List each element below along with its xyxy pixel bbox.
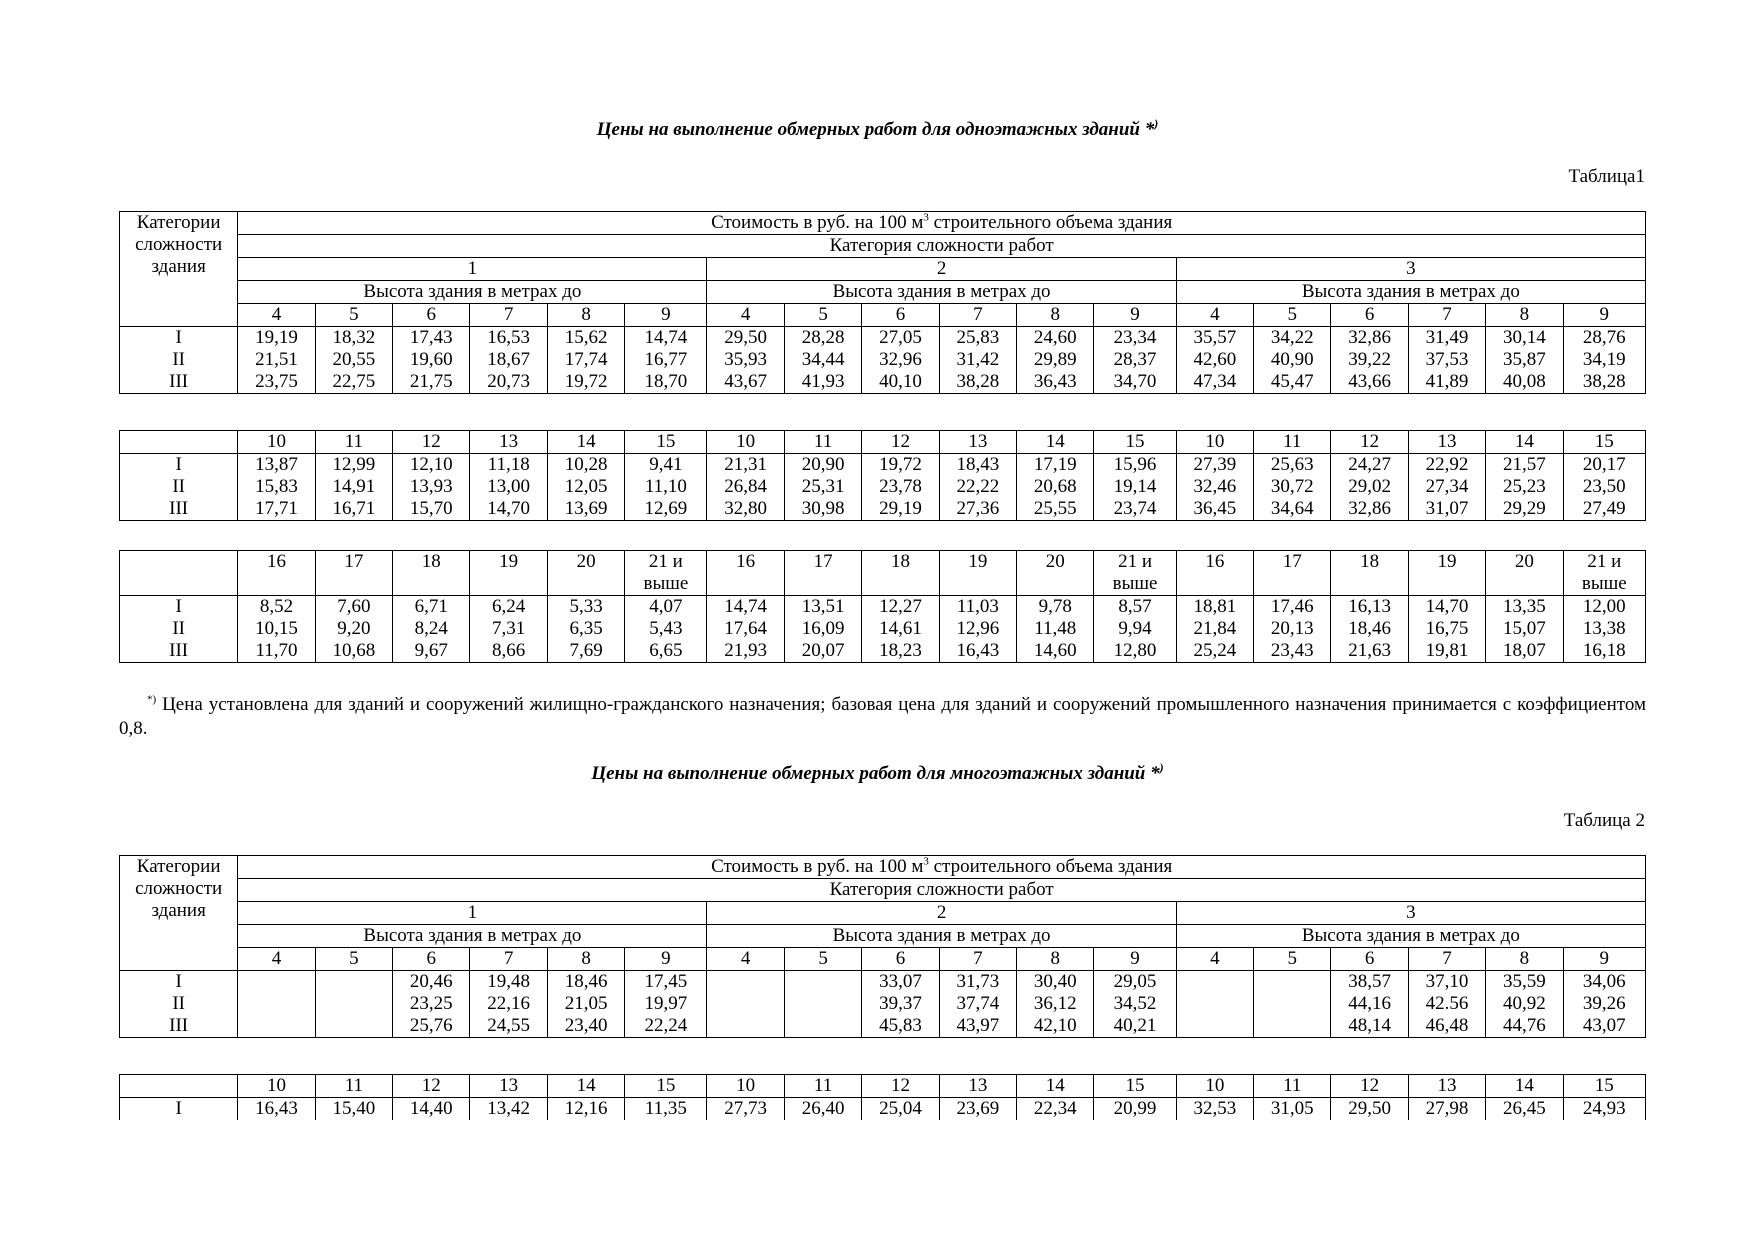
t1b2-value-col: 10,28 12,05 13,69: [547, 454, 624, 521]
t1-cost-header: Стоимость в руб. на 100 $м^3$ строительного объема здания: [238, 212, 1646, 235]
t1b1-value-col: 16,53 18,67 20,73: [470, 327, 547, 394]
t1b1-height-0: 4: [238, 304, 315, 327]
t2b1-height-14: 6: [1331, 948, 1408, 971]
t2b1-height-6: 4: [707, 948, 784, 971]
t1b1-value-col: 18,32 20,55 22,75: [315, 327, 392, 394]
t1b3-empty-cell: [120, 551, 238, 596]
t2b2-value: 25,04: [862, 1098, 939, 1121]
t2b2-height-14: 12: [1331, 1075, 1408, 1098]
t1b2-value-col: 11,18 13,00 14,70: [470, 454, 547, 521]
t2b2-height-1: 11: [315, 1075, 392, 1098]
t1b1-height-9: 7: [939, 304, 1016, 327]
t2b1-height-16: 8: [1486, 948, 1563, 971]
t1b1-value-col: 32,86 39,22 43,66: [1331, 327, 1408, 394]
t1b2-height-7: 11: [784, 431, 861, 454]
t1b3-height-0: 16: [238, 551, 315, 596]
t1b1-value-col: 34,22 40,90 45,47: [1254, 327, 1331, 394]
t1b1-row-labels: I II III: [120, 327, 238, 394]
t2b1-value-col: [707, 971, 784, 1038]
t2b2-height-10: 14: [1017, 1075, 1094, 1098]
t1b3-height-10: 20: [1017, 551, 1094, 596]
t1b2-value-col: 17,19 20,68 25,55: [1017, 454, 1094, 521]
t2b2-height-7: 11: [784, 1075, 861, 1098]
t1b2-empty-cell: [120, 431, 238, 454]
t1b1-value-col: 25,83 31,42 38,28: [939, 327, 1016, 394]
t1b1-height-8: 6: [862, 304, 939, 327]
t1b2-value-col: 18,43 22,22 27,36: [939, 454, 1016, 521]
t2b2-height-9: 13: [939, 1075, 1016, 1098]
t1-work-category-header: Категория сложности работ: [238, 235, 1646, 258]
t2b1-height-8: 6: [862, 948, 939, 971]
t1b2-value-col: 9,41 11,10 12,69: [625, 454, 707, 521]
t1b1-height-11: 9: [1094, 304, 1176, 327]
t1b2-height-13: 11: [1254, 431, 1331, 454]
t1b1-height-7: 5: [784, 304, 861, 327]
t2b2-empty-cell: [120, 1075, 238, 1098]
t1b3-height-15: 19: [1408, 551, 1485, 596]
t1b3-value-col: 13,51 16,09 20,07: [784, 596, 861, 663]
t1b3-value-col: 4,07 5,43 6,65: [625, 596, 707, 663]
t2b2-value: 26,40: [784, 1098, 861, 1121]
table1-block1: [119, 211, 1646, 394]
t1b3-height-6: 16: [707, 551, 784, 596]
t1b3-value-col: 6,71 8,24 9,67: [393, 596, 470, 663]
t1b2-value-col: 27,39 32,46 36,45: [1176, 454, 1253, 521]
t1b3-value-col: 6,24 7,31 8,66: [470, 596, 547, 663]
t1b2-height-3: 13: [470, 431, 547, 454]
t1b3-height-2: 18: [393, 551, 470, 596]
t1b2-value-col: 20,90 25,31 30,98: [784, 454, 861, 521]
t2b1-value-col: 29,05 34,52 40,21: [1094, 971, 1176, 1038]
t2-category-header: Категории сложности здания: [120, 856, 238, 971]
table1-label: Таблица1: [1568, 166, 1645, 187]
t1-work-category-3: 3: [1176, 258, 1645, 281]
t2b2-value: 12,16: [547, 1098, 624, 1121]
t1b2-value-col: 24,27 29,02 32,86: [1331, 454, 1408, 521]
t2b1-height-4: 8: [547, 948, 624, 971]
t2b2-value: 15,40: [315, 1098, 392, 1121]
t2b2-value: 22,34: [1017, 1098, 1094, 1121]
t2-work-category-2: 2: [707, 902, 1176, 925]
t1b3-value-col: 17,46 20,13 23,43: [1254, 596, 1331, 663]
t2b2-height-17: 15: [1563, 1075, 1645, 1098]
t1b2-value-col: 12,99 14,91 16,71: [315, 454, 392, 521]
t2b1-height-11: 9: [1094, 948, 1176, 971]
t1b1-value-col: 24,60 29,89 36,43: [1017, 327, 1094, 394]
table2-block2: [119, 1074, 1646, 1120]
t1b3-height-17: 21 и выше: [1563, 551, 1645, 596]
t1b1-height-1: 5: [315, 304, 392, 327]
t1b3-value-col: 13,35 15,07 18,07: [1486, 596, 1563, 663]
t2b2-value: 32,53: [1176, 1098, 1253, 1121]
t2b1-height-5: 9: [625, 948, 707, 971]
t2b1-height-2: 6: [393, 948, 470, 971]
t1b3-row-labels: I II III: [120, 596, 238, 663]
t1b2-row-labels: I II III: [120, 454, 238, 521]
t2b2-value: 14,40: [393, 1098, 470, 1121]
t1b1-height-3: 7: [470, 304, 547, 327]
t2b1-height-3: 7: [470, 948, 547, 971]
t1b3-value-col: 14,70 16,75 19,81: [1408, 596, 1485, 663]
t1b1-value-col: 30,14 35,87 40,08: [1486, 327, 1563, 394]
t1b1-height-12: 4: [1176, 304, 1253, 327]
t1b1-value-col: 15,62 17,74 19,72: [547, 327, 624, 394]
t1b3-height-1: 17: [315, 551, 392, 596]
t2b2-value: 16,43: [238, 1098, 315, 1121]
t2b1-row-labels: I II III: [120, 971, 238, 1038]
t2b1-value-col: 38,57 44,16 48,14: [1331, 971, 1408, 1038]
t2b1-height-7: 5: [784, 948, 861, 971]
t1b2-height-6: 10: [707, 431, 784, 454]
t1b2-height-11: 15: [1094, 431, 1176, 454]
t2b2-height-0: 10: [238, 1075, 315, 1098]
t2b1-value-col: 34,06 39,26 43,07: [1563, 971, 1645, 1038]
t1b1-value-col: 29,50 35,93 43,67: [707, 327, 784, 394]
t2-height-label: Высота здания в метрах до: [707, 925, 1176, 948]
t2b1-value-col: 37,10 42.56 46,48: [1408, 971, 1485, 1038]
t1b2-value-col: 25,63 30,72 34,64: [1254, 454, 1331, 521]
t1b3-value-col: 8,57 9,94 12,80: [1094, 596, 1176, 663]
t1b3-value-col: 12,27 14,61 18,23: [862, 596, 939, 663]
t2b2-value: 27,73: [707, 1098, 784, 1121]
t1b3-height-5: 21 и выше: [625, 551, 707, 596]
t2b2-height-16: 14: [1486, 1075, 1563, 1098]
t2b1-value-col: 17,45 19,97 22,24: [625, 971, 707, 1038]
t2b1-height-13: 5: [1254, 948, 1331, 971]
t2b2-height-2: 12: [393, 1075, 470, 1098]
t1b1-value-col: 27,05 32,96 40,10: [862, 327, 939, 394]
t2b2-height-4: 14: [547, 1075, 624, 1098]
t1b2-value-col: 21,57 25,23 29,29: [1486, 454, 1563, 521]
t1b2-height-17: 15: [1563, 431, 1645, 454]
t1b3-height-4: 20: [547, 551, 624, 596]
t1b3-value-col: 14,74 17,64 21,93: [707, 596, 784, 663]
t2-work-category-1: 1: [238, 902, 707, 925]
t2b1-height-12: 4: [1176, 948, 1253, 971]
t2b1-value-col: [1176, 971, 1253, 1038]
t2b2-value: 24,93: [1563, 1098, 1645, 1121]
t1b1-value-col: 31,49 37,53 41,89: [1408, 327, 1485, 394]
t2b2-value: 23,69: [939, 1098, 1016, 1121]
t2b2-value: 27,98: [1408, 1098, 1485, 1121]
footnote: *) Цена установлена для зданий и сооружений жилищно-гражданского назначения; базовая цена для зданий и сооружений промышленного назначения принимается с коэффициентом 0,8.: [119, 693, 1646, 739]
t1b2-height-15: 13: [1408, 431, 1485, 454]
t1b1-value-col: 23,34 28,37 34,70: [1094, 327, 1176, 394]
t2b2-height-6: 10: [707, 1075, 784, 1098]
t1b1-height-14: 6: [1331, 304, 1408, 327]
t2b2-row-label: I: [120, 1098, 238, 1121]
t1b2-value-col: 12,10 13,93 15,70: [393, 454, 470, 521]
t1b3-height-7: 17: [784, 551, 861, 596]
t1b2-value-col: 21,31 26,84 32,80: [707, 454, 784, 521]
t1b3-value-col: 5,33 6,35 7,69: [547, 596, 624, 663]
t1b2-height-1: 11: [315, 431, 392, 454]
t1b3-value-col: 9,78 11,48 14,60: [1017, 596, 1094, 663]
t2b1-value-col: 20,46 23,25 25,76: [393, 971, 470, 1038]
t1b3-value-col: 12,00 13,38 16,18: [1563, 596, 1645, 663]
t1b2-height-8: 12: [862, 431, 939, 454]
t1b2-value-col: 20,17 23,50 27,49: [1563, 454, 1645, 521]
t1b2-height-0: 10: [238, 431, 315, 454]
t1b3-height-11: 21 и выше: [1094, 551, 1176, 596]
t2b2-value: 11,35: [625, 1098, 707, 1121]
t1-work-category-2: 2: [707, 258, 1176, 281]
t1b1-height-4: 8: [547, 304, 624, 327]
t1b1-value-col: 17,43 19,60 21,75: [393, 327, 470, 394]
t1-height-label: Высота здания в метрах до: [707, 281, 1176, 304]
t1b2-height-5: 15: [625, 431, 707, 454]
t2b2-height-13: 11: [1254, 1075, 1331, 1098]
t1b3-height-13: 17: [1254, 551, 1331, 596]
t1b2-height-9: 13: [939, 431, 1016, 454]
t2b1-value-col: 19,48 22,16 24,55: [470, 971, 547, 1038]
t2-work-category-3: 3: [1176, 902, 1645, 925]
t1b1-height-17: 9: [1563, 304, 1645, 327]
t1b3-value-col: 7,60 9,20 10,68: [315, 596, 392, 663]
t2-height-label: Высота здания в метрах до: [1176, 925, 1645, 948]
t1b3-height-8: 18: [862, 551, 939, 596]
t2b2-height-8: 12: [862, 1075, 939, 1098]
t2b1-value-col: [238, 971, 315, 1038]
t1b1-height-2: 6: [393, 304, 470, 327]
table2-label: Таблица 2: [1563, 810, 1645, 831]
t2b1-value-col: [315, 971, 392, 1038]
t2b2-height-11: 15: [1094, 1075, 1176, 1098]
t2b2-height-5: 15: [625, 1075, 707, 1098]
t2-height-label: Высота здания в метрах до: [238, 925, 707, 948]
t1b3-value-col: 11,03 12,96 16,43: [939, 596, 1016, 663]
t2b2-value: 20,99: [1094, 1098, 1176, 1121]
t1b1-height-6: 4: [707, 304, 784, 327]
t1b2-value-col: 22,92 27,34 31,07: [1408, 454, 1485, 521]
t2b1-value-col: 18,46 21,05 23,40: [547, 971, 624, 1038]
t2b1-height-9: 7: [939, 948, 1016, 971]
t1b2-height-16: 14: [1486, 431, 1563, 454]
table2-block1: [119, 855, 1646, 1038]
t1b2-height-4: 14: [547, 431, 624, 454]
t2b1-value-col: 31,73 37,74 43,97: [939, 971, 1016, 1038]
t2b1-value-col: 35,59 40,92 44,76: [1486, 971, 1563, 1038]
t2b1-height-0: 4: [238, 948, 315, 971]
t1-height-label: Высота здания в метрах до: [238, 281, 707, 304]
t1b3-value-col: 8,52 10,15 11,70: [238, 596, 315, 663]
table2-title: Цены на выполнение обмерных работ для многоэтажных зданий *): [591, 760, 1164, 784]
t1b3-height-9: 19: [939, 551, 1016, 596]
t1b1-value-col: 19,19 21,51 23,75: [238, 327, 315, 394]
t1b1-height-10: 8: [1017, 304, 1094, 327]
t2b1-height-15: 7: [1408, 948, 1485, 971]
t1b1-value-col: 35,57 42,60 47,34: [1176, 327, 1253, 394]
table1-block2: [119, 430, 1646, 521]
t2b2-value: 26,45: [1486, 1098, 1563, 1121]
t2b1-value-col: 33,07 39,37 45,83: [862, 971, 939, 1038]
t2b1-value-col: 30,40 36,12 42,10: [1017, 971, 1094, 1038]
t1-work-category-1: 1: [238, 258, 707, 281]
t1b1-height-16: 8: [1486, 304, 1563, 327]
t1b2-height-12: 10: [1176, 431, 1253, 454]
t1b2-height-2: 12: [393, 431, 470, 454]
t2b1-height-10: 8: [1017, 948, 1094, 971]
t1b2-height-14: 12: [1331, 431, 1408, 454]
t1b2-value-col: 19,72 23,78 29,19: [862, 454, 939, 521]
t2b1-value-col: [784, 971, 861, 1038]
t1b3-height-3: 19: [470, 551, 547, 596]
t2b2-value: 13,42: [470, 1098, 547, 1121]
t2b2-value: 29,50: [1331, 1098, 1408, 1121]
t1-height-label: Высота здания в метрах до: [1176, 281, 1645, 304]
t1b3-value-col: 16,13 18,46 21,63: [1331, 596, 1408, 663]
t2b1-height-1: 5: [315, 948, 392, 971]
table1-block3: [119, 550, 1646, 663]
t1-category-header: Категории сложности здания: [120, 212, 238, 327]
t1b2-height-10: 14: [1017, 431, 1094, 454]
t1b1-value-col: 28,28 34,44 41,93: [784, 327, 861, 394]
t2b2-height-12: 10: [1176, 1075, 1253, 1098]
t2b2-value: 31,05: [1254, 1098, 1331, 1121]
t1b3-height-16: 20: [1486, 551, 1563, 596]
t1b1-value-col: 14,74 16,77 18,70: [625, 327, 707, 394]
t2-work-category-header: Категория сложности работ: [238, 879, 1646, 902]
t2b1-value-col: [1254, 971, 1331, 1038]
t2b1-height-17: 9: [1563, 948, 1645, 971]
t2b2-height-3: 13: [470, 1075, 547, 1098]
t1b1-height-13: 5: [1254, 304, 1331, 327]
t1b3-value-col: 18,81 21,84 25,24: [1176, 596, 1253, 663]
table1-title: Цены на выполнение обмерных работ для одноэтажных зданий *): [596, 116, 1159, 140]
t1b1-height-15: 7: [1408, 304, 1485, 327]
t2-cost-header: Стоимость в руб. на 100 $м^3$ строительного объема здания: [238, 856, 1646, 879]
t1b3-height-12: 16: [1176, 551, 1253, 596]
t1b3-height-14: 18: [1331, 551, 1408, 596]
t1b1-value-col: 28,76 34,19 38,28: [1563, 327, 1645, 394]
t2b2-height-15: 13: [1408, 1075, 1485, 1098]
t1b1-height-5: 9: [625, 304, 707, 327]
t1b2-value-col: 13,87 15,83 17,71: [238, 454, 315, 521]
t1b2-value-col: 15,96 19,14 23,74: [1094, 454, 1176, 521]
